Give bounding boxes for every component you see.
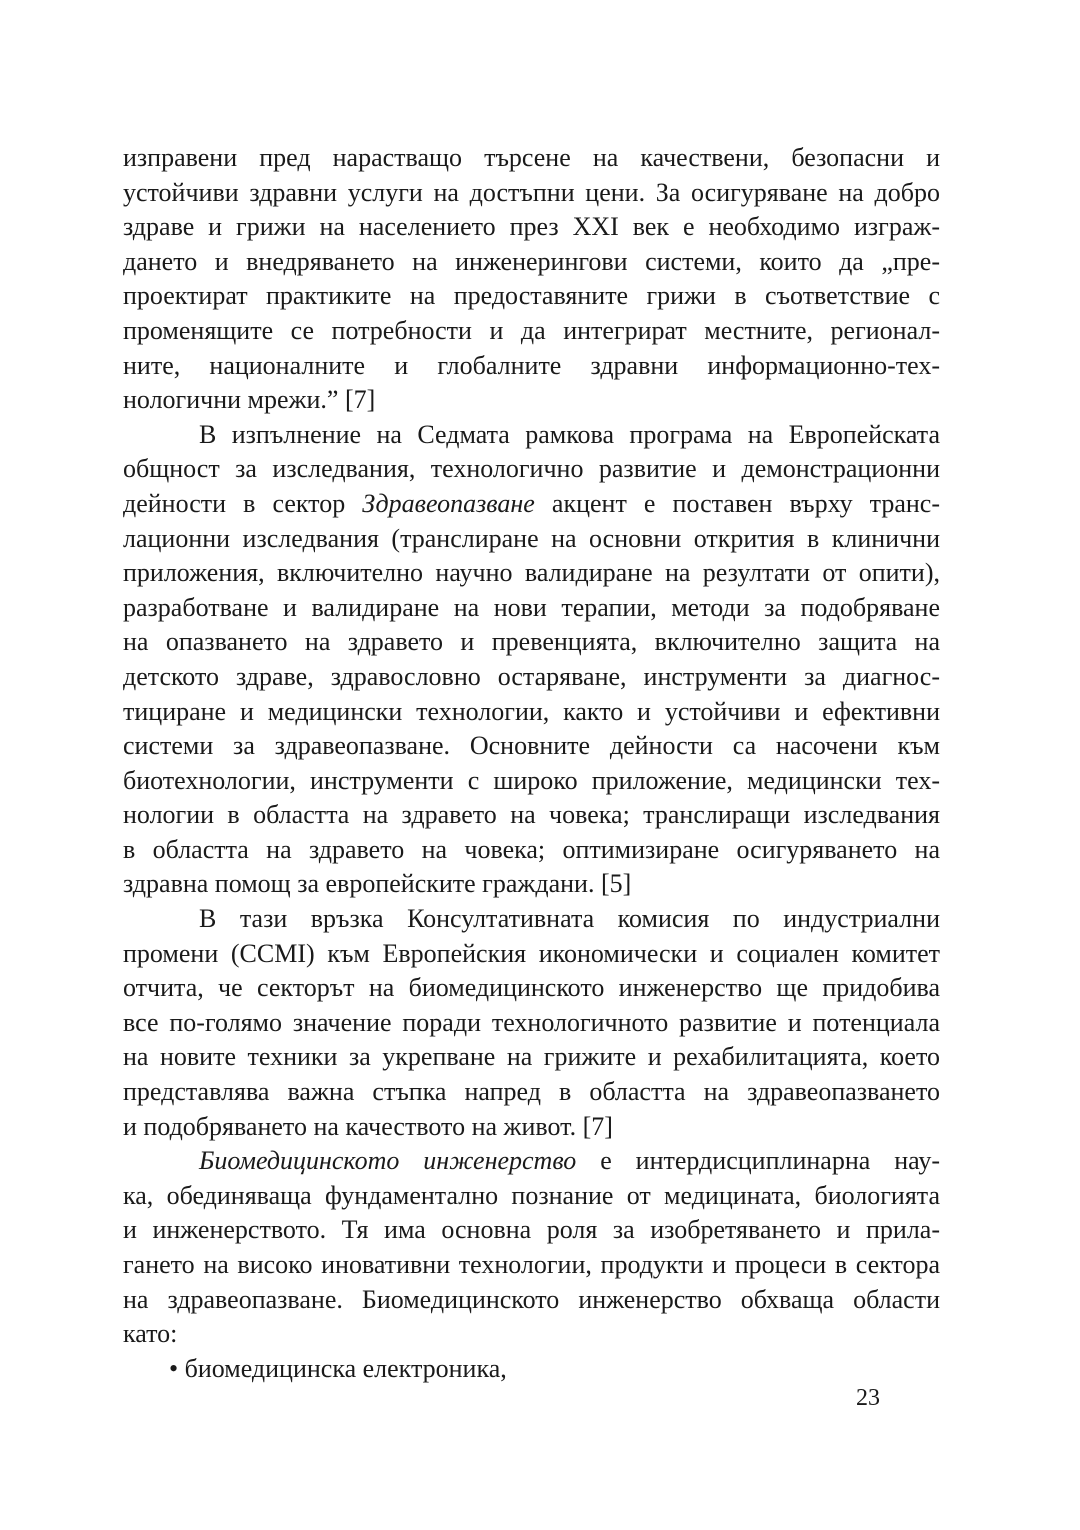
text-line: разработване и валидиране на нови терапии, методи за подобряване [123,592,940,622]
text-line: В изпълнение на Седмата рамкова програма на Европейската [199,419,940,449]
text-segment: е интердисциплинарна нау- [576,1146,940,1176]
text-line: като: [123,1319,178,1349]
text-line: на новите техники за укрепване на грижите и рехабилитацията, което [123,1042,940,1072]
text-line: В тази връзка Консултативната комисия по индустриални [199,904,940,934]
text-line: все по-голямо значение поради технологичното развитие и потенциала [123,1007,940,1037]
text-line: здраве и грижи на населението през XXI век е необходимо изграж- [123,212,940,242]
text-line: системи за здравеопазване. Основните дейности са насочени към [123,731,940,761]
text-line: ните, националните и глобалните здравни информационно-тех- [123,350,940,380]
text-line: здравна помощ за европейските граждани. [5] [123,869,632,899]
text-line: отчита, че секторът на биомедицинското инженерство ще придобива [123,973,940,1003]
text-line: представлява важна стъпка напред в областта на здравеопазването [123,1077,940,1107]
text-line: биотехнологии, инструменти с широко приложение, медицински тех- [123,765,940,795]
text-line: и инженерството. Тя има основна роля за изобретяването и прила- [123,1215,940,1245]
text-line: изправени пред нарастващо търсене на качествени, безопасни и [123,143,940,172]
text-line: общност за изследвания, технологично развитие и демонстрационни [123,454,940,484]
text-line: устойчиви здравни услуги на достъпни цени. За осигуряване на добро [123,177,940,207]
italic-term: Здравеопазване [362,488,535,518]
text-line: проектират практиките на предоставяните грижи в съответствие с [123,281,940,311]
page-number: 23 [856,1385,880,1411]
text-line: нологии в областта на здравето на човека; транслиращи изследвания [123,800,940,830]
body-text [123,141,940,1386]
text-segment: акцент е поставен върху транс- [534,488,941,518]
italic-term: Биомедицинското инженерство [199,1146,577,1176]
text-segment: дейности в сектор [123,488,363,518]
text-line: тициране и медицински технологии, както и устойчиви и ефективни [123,696,940,726]
text-line: променящите се потребности и да интегрират местните, регионал- [123,315,940,345]
text-line: ка, обединяваща фундаментално познание от медицината, биологията [123,1180,940,1210]
text-line: в областта на здравето на човека; оптимизиране осигуряването на [123,834,940,864]
text-line: дането и внедряването на инженерингови системи, които да „пре- [123,246,940,276]
list-item: • биомедицинска електроника, [169,1353,507,1383]
text-line: на здравеопазване. Биомедицинското инженерство обхваща области [123,1284,940,1314]
text-line: нологични мрежи.” [7] [123,385,376,415]
text-line [123,487,940,522]
text-line: промени (CCMI) към Европейския икономически и социален комитет [123,938,940,968]
text-line: и подобряването на качеството на живот. [7] [123,1111,613,1141]
text-line: приложения, включително научно валидиране на резултати от опити), [123,558,940,588]
text-line [123,1144,940,1179]
text-line: на опазването на здравето и превенцията, включително защита на [123,627,940,657]
text-line: гането на високо иновативни технологии, продукти и процеси в сектора [123,1250,940,1279]
text-line: лационни изследвания (транслиране на основни открития в клинични [123,523,940,553]
text-line: детското здраве, здравословно остаряване, инструменти за диагнос- [123,661,940,691]
